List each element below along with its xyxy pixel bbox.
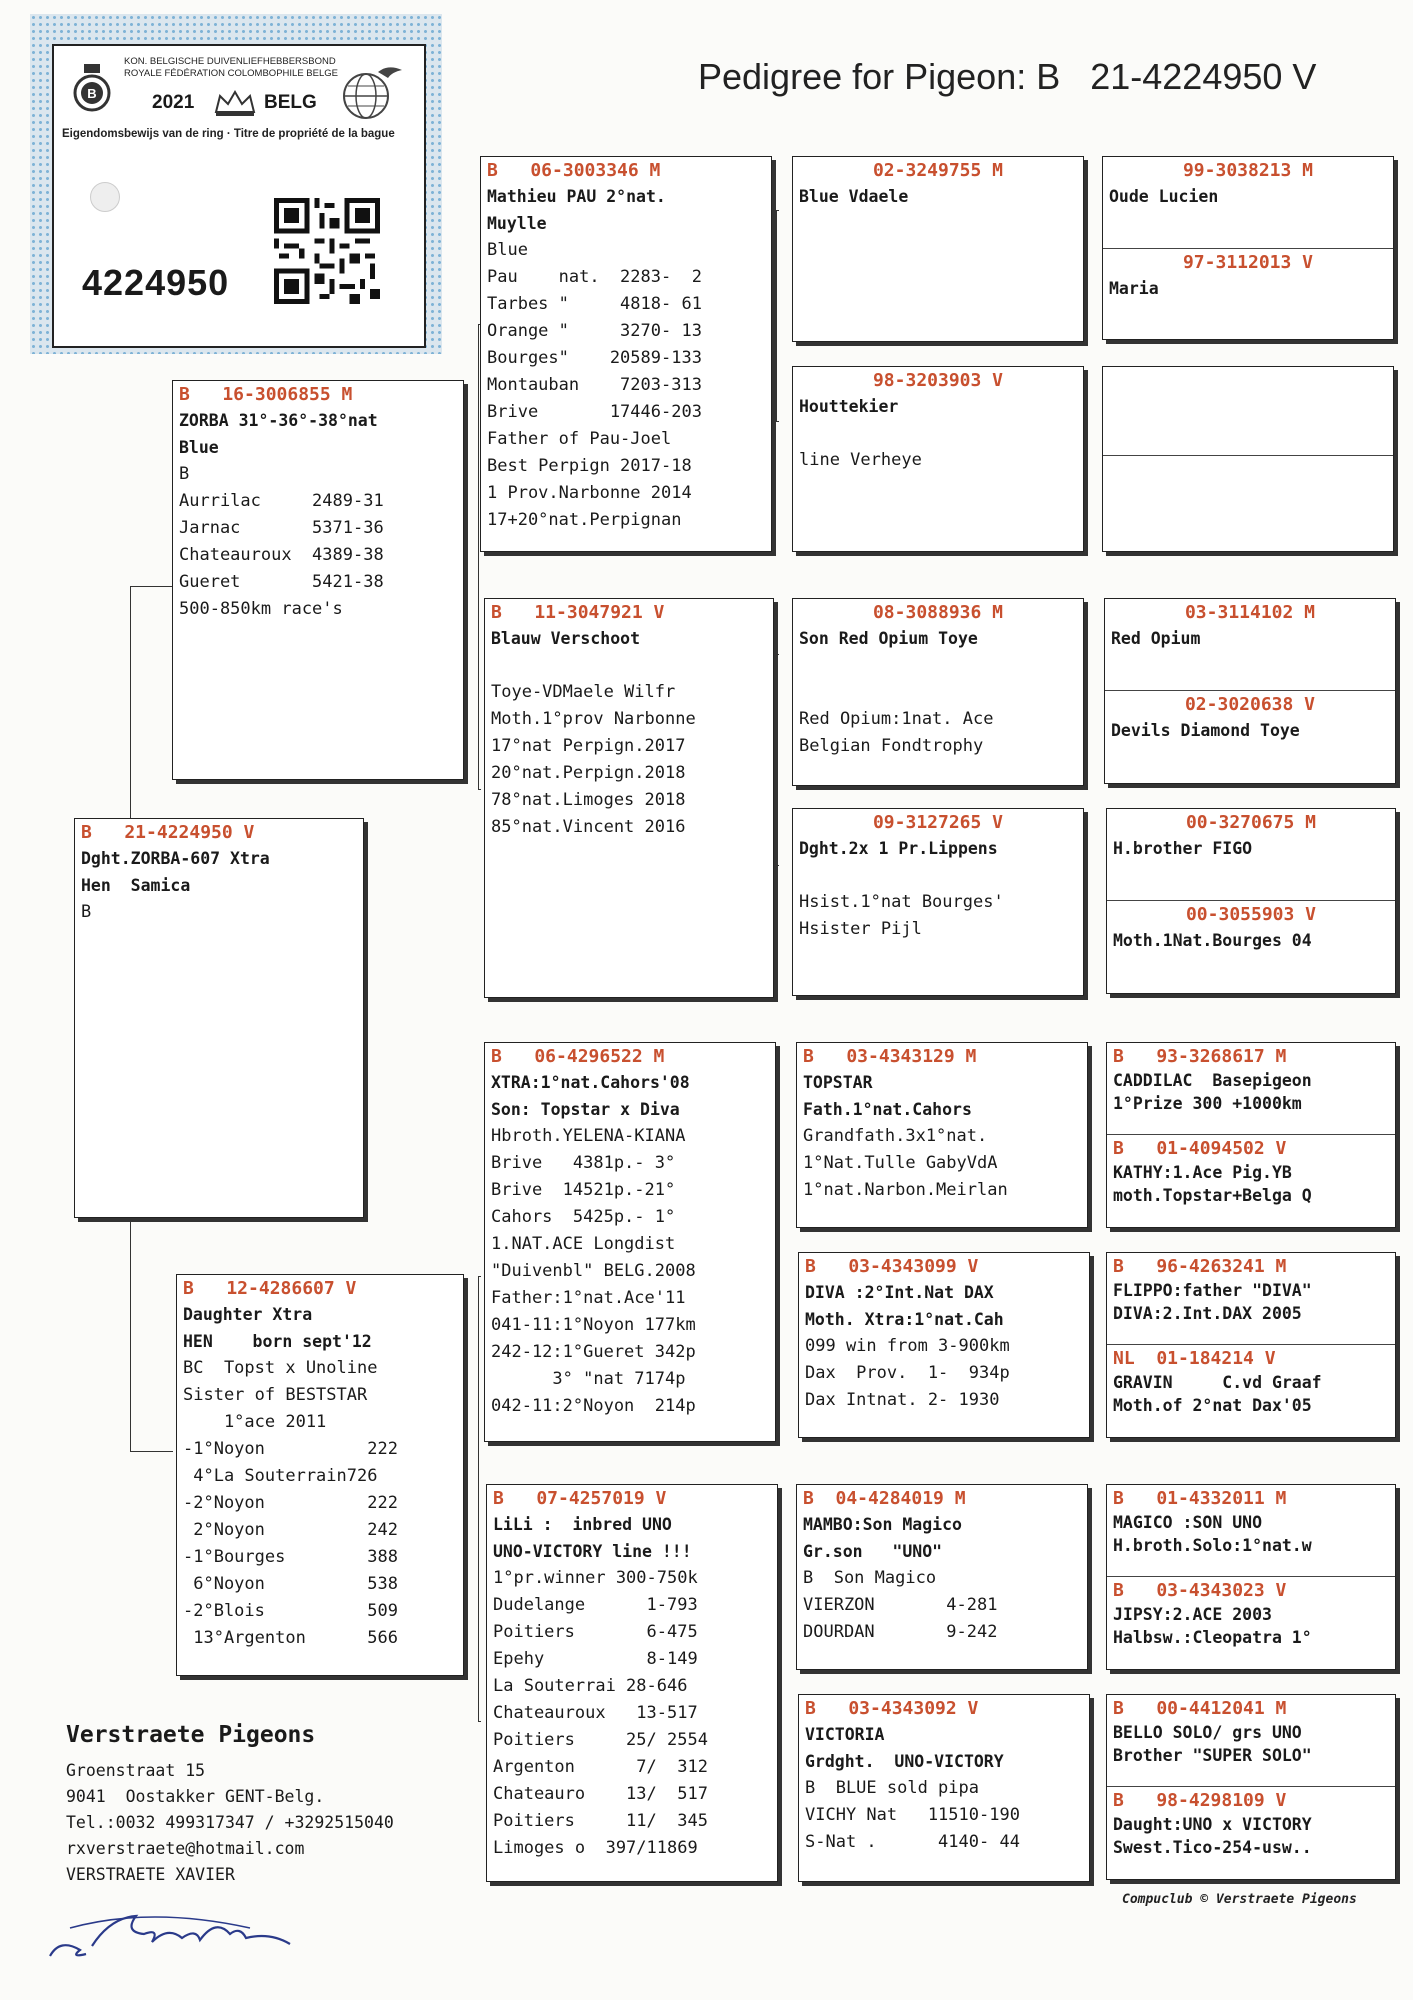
pigeon-detail: Blue: [179, 438, 219, 457]
ring-code: 97-3112013 V: [1182, 252, 1314, 273]
qr-code-icon: [274, 198, 380, 304]
ring-card-inner: [52, 44, 426, 348]
ggp-box-8: [798, 1694, 1090, 1882]
ring-code: 09-3127265 V: [872, 812, 1004, 833]
ring-code: 00-3270675 M: [1185, 812, 1317, 833]
race-result: 042-11:2°Noyon 214p: [491, 1396, 696, 1416]
race-result: Tarbes " 4818- 61: [487, 294, 702, 314]
breeder-email: rxverstraete@hotmail.com: [66, 1839, 305, 1858]
ring-code: B 16-3006855 M: [179, 384, 353, 405]
race-result: Chateauroux 4389-38: [179, 545, 384, 565]
breeder-city: 9041 Oostakker GENT-Belg.: [66, 1787, 325, 1806]
race-result: -2°Blois 509: [183, 1601, 398, 1621]
race-result: Bourges" 20589-133: [487, 348, 702, 368]
page-title: [698, 56, 1316, 98]
pigeon-name: CADDILAC Basepigeon: [1113, 1071, 1312, 1090]
pigeon-detail: Fath.1°nat.Cahors: [803, 1100, 972, 1119]
ring-code: B 04-4284019 M: [803, 1488, 966, 1509]
pigeon-detail: B: [179, 464, 190, 484]
ring-code: B 11-3047921 V: [491, 602, 665, 623]
gen5-box-8: [1106, 1694, 1396, 1880]
ring-code: NL 01-184214 V: [1113, 1348, 1276, 1369]
ggp-box-7: [796, 1484, 1088, 1670]
pigeon-detail: 1°pr.winner 300-750k: [493, 1568, 698, 1588]
race-result: -2°Noyon 222: [183, 1493, 398, 1513]
ring-number: 4224950: [82, 262, 230, 303]
pigeon-detail: Gr.son "UNO": [803, 1542, 943, 1561]
connector-ss: [776, 210, 779, 422]
signature-icon: [40, 1898, 300, 1970]
pigeon-detail: UNO-VICTORY line !!!: [493, 1542, 692, 1561]
ring-code: B 98-4298109 V: [1113, 1790, 1287, 1811]
pigeon-detail: Hsister Pijl: [799, 919, 922, 939]
pigeon-name: JIPSY:2.ACE 2003: [1113, 1605, 1272, 1624]
race-result: 6°Noyon 538: [183, 1574, 398, 1594]
race-result: VIERZON 4-281: [803, 1595, 998, 1615]
ring-code: 02-3020638 V: [1184, 694, 1316, 715]
crown-icon: [212, 88, 258, 118]
pigeon-name: Dght.2x 1 Pr.Lippens: [799, 839, 998, 858]
pigeon-name: FLIPPO:father "DIVA": [1113, 1281, 1312, 1300]
breeder-owner: VERSTRAETE XAVIER: [66, 1865, 235, 1884]
pigeon-detail: Blue: [487, 240, 528, 260]
pigeon-name: DIVA :2°Int.Nat DAX: [805, 1283, 994, 1302]
pigeon-detail: Moth. Xtra:1°nat.Cah: [805, 1310, 1004, 1329]
ggp-box-1: [792, 156, 1084, 342]
pigeon-detail: Sister of BESTSTAR: [183, 1385, 368, 1405]
race-result: -1°Bourges 388: [183, 1547, 398, 1567]
ring-code: 99-3038213 M: [1182, 160, 1314, 181]
pigeon-detail: 1°ace 2011: [183, 1412, 327, 1432]
pigeon-detail: B: [81, 902, 92, 922]
pigeon-detail: [793, 652, 1083, 679]
granddam-maternal-box: [486, 1484, 778, 1882]
ring-code: 03-3114102 M: [1184, 602, 1316, 623]
pigeon-detail: Moth.1°prov Narbonne: [491, 709, 696, 729]
ring-code: B 96-4263241 M: [1113, 1256, 1287, 1277]
pigeon-detail: Hen Samica: [81, 876, 191, 895]
race-result: 13°Argenton 566: [183, 1628, 398, 1648]
pigeon-detail: Halbsw.:Cleopatra 1°: [1113, 1628, 1312, 1647]
pigeon-detail: Swest.Tico-254-usw..: [1113, 1838, 1312, 1857]
race-result: Brive 14521p.-21°: [491, 1180, 676, 1200]
pigeon-name: GRAVIN C.vd Graaf: [1113, 1373, 1322, 1392]
grandsire-paternal-box: [480, 156, 772, 552]
ring-code: B 00-4412041 M: [1113, 1698, 1287, 1719]
pigeon-name: BELLO SOLO/ grs UNO: [1113, 1723, 1302, 1742]
pigeon-detail: H.broth.Solo:1°nat.w: [1113, 1536, 1312, 1555]
pigeon-name: Mathieu PAU 2°nat.: [487, 187, 666, 206]
pigeon-detail: 1°Prize 300 +1000km: [1113, 1094, 1302, 1113]
pigeon-name: Oude Lucien: [1109, 187, 1219, 206]
race-result: Dudelange 1-793: [493, 1595, 698, 1615]
race-result: 20°nat.Perpign.2018: [491, 763, 686, 783]
race-result: Aurrilac 2489-31: [179, 491, 384, 511]
ring-code: 08-3088936 M: [872, 602, 1004, 623]
footer-credit: Compuclub © Verstraete Pigeons: [1122, 1892, 1357, 1907]
breeder-address: Groenstraat 15: [66, 1761, 206, 1780]
pigeon-detail: 1 Prov.Narbonne 2014: [487, 483, 692, 503]
pigeon-detail: DIVA:2.Int.DAX 2005: [1113, 1304, 1302, 1323]
pigeon-name: Maria: [1109, 279, 1159, 298]
pigeon-name: Daught:UNO x VICTORY: [1113, 1815, 1312, 1834]
ring-code: B 03-4343129 M: [803, 1046, 977, 1067]
race-result: 242-12:1°Gueret 342p: [491, 1342, 696, 1362]
pigeon-detail: Muylle: [487, 214, 547, 233]
pigeon-name: Devils Diamond Toye: [1111, 721, 1300, 740]
breeder-phone: Tel.:0032 499317347 / +3292515040: [66, 1813, 394, 1832]
ring-country: BELG: [264, 92, 317, 113]
federation-name: KON. BELGISCHE DUIVENLIEFHEBBERSBOND ROYALE FÉDÉRATION COLOMBOPHILE BELGE: [124, 56, 338, 79]
ring-year: 2021: [152, 92, 195, 113]
connector-sd: [776, 654, 779, 866]
pigeon-detail: Father:1°nat.Ace'11: [491, 1288, 686, 1308]
pigeon-detail: Father of Pau-Joel: [487, 429, 672, 449]
ring-code: 02-3249755 M: [872, 160, 1004, 181]
pigeon-name: Blauw Verschoot: [491, 629, 641, 648]
pigeon-detail: BC Topst x Unoline: [183, 1358, 378, 1378]
pigeon-detail: [793, 420, 1083, 447]
pigeon-detail: 1.NAT.ACE Longdist: [491, 1234, 676, 1254]
pigeon-name: Dght.ZORBA-607 Xtra: [81, 849, 270, 868]
pigeon-name: Moth.1Nat.Bourges 04: [1113, 931, 1312, 950]
race-result: Epehy 8-149: [493, 1649, 698, 1669]
ring-card: [30, 14, 442, 354]
pigeon-name: Son Red Opium Toye: [799, 629, 978, 648]
pigeon-detail: Brother "SUPER SOLO": [1113, 1746, 1312, 1765]
pigeon-detail: B BLUE sold pipa: [805, 1778, 979, 1798]
race-result: La Souterrai 28-646: [493, 1676, 688, 1696]
pigeon-detail: 1°nat.Narbon.Meirlan: [803, 1180, 1008, 1200]
ownership-text: Eigendomsbewijs van de ring · Titre de propriété de la bague: [62, 128, 395, 140]
race-result: 78°nat.Limoges 2018: [491, 790, 686, 810]
race-result: Jarnac 5371-36: [179, 518, 384, 538]
pigeon-detail: [793, 862, 1083, 889]
pigeon-name: MAMBO:Son Magico: [803, 1515, 962, 1534]
dam-box: [176, 1274, 464, 1676]
pigeon-name: Blue Vdaele: [799, 187, 909, 206]
pigeon-name: KATHY:1.Ace Pig.YB: [1113, 1163, 1292, 1182]
gen5-box-6: [1106, 1252, 1396, 1438]
race-result: Dax Prov. 1- 934p: [805, 1363, 1010, 1383]
pigeon-detail: Best Perpign 2017-18: [487, 456, 692, 476]
pigeon-detail: 500-850km race's: [179, 599, 343, 619]
gen5-box-2: [1102, 366, 1394, 552]
gen5-box-1: [1102, 156, 1394, 340]
pigeon-detail: Grandfath.3x1°nat.: [803, 1126, 988, 1146]
svg-text:B: B: [87, 86, 97, 101]
subject-pigeon-box: [74, 818, 364, 1218]
ring-code: B 01-4332011 M: [1113, 1488, 1287, 1509]
pigeon-detail: line Verheye: [799, 450, 922, 470]
granddam-paternal-box: [484, 598, 774, 998]
race-result: Poitiers 11/ 345: [493, 1811, 708, 1831]
gen5-box-4: [1106, 808, 1396, 994]
title-code: 21-4224950 V: [1090, 56, 1317, 97]
race-result: Brive 17446-203: [487, 402, 702, 422]
pigeon-detail: Red Opium:1nat. Ace: [799, 709, 994, 729]
pigeon-name: LiLi : inbred UNO: [493, 1515, 672, 1534]
race-result: Argenton 7/ 312: [493, 1757, 708, 1777]
race-result: Montauban 7203-313: [487, 375, 702, 395]
pigeon-name: Houttekier: [799, 397, 899, 416]
pigeon-detail: 099 win from 3-900km: [805, 1336, 1010, 1356]
pigeon-detail: "Duivenbl" BELG.2008: [491, 1261, 696, 1281]
ring-code: B 01-4094502 V: [1113, 1138, 1287, 1159]
fci-globe-icon: [332, 62, 406, 122]
ggp-box-4: [792, 808, 1084, 996]
pigeon-name: TOPSTAR: [803, 1073, 873, 1092]
pigeon-detail: moth.Topstar+Belga Q: [1113, 1186, 1312, 1205]
race-result: 2°Noyon 242: [183, 1520, 398, 1540]
pigeon-detail: Grdght. UNO-VICTORY: [805, 1752, 1004, 1771]
race-result: Cahors 5425p.- 1°: [491, 1207, 676, 1227]
race-result: Poitiers 6-475: [493, 1622, 698, 1642]
pigeon-detail: Toye-VDMaele Wilfr: [491, 682, 676, 702]
pigeon-detail: Belgian Fondtrophy: [799, 736, 984, 756]
ring-code: B 12-4286607 V: [183, 1278, 357, 1299]
race-result: -1°Noyon 222: [183, 1439, 398, 1459]
pigeon-detail: [485, 652, 773, 679]
ggp-box-6: [798, 1252, 1090, 1438]
pigeon-detail: 1°Nat.Tulle GabyVdA: [803, 1153, 998, 1173]
connector-ds: [776, 1092, 779, 1302]
ggp-box-2: [792, 366, 1084, 552]
gen5-box-5: [1106, 1042, 1396, 1228]
pigeon-detail: Hsist.1°nat Bourges': [799, 892, 1004, 912]
race-result: 17°nat Perpign.2017: [491, 736, 686, 756]
pigeon-detail: B Son Magico: [803, 1568, 937, 1588]
pigeon-name: VICTORIA: [805, 1725, 885, 1744]
pigeon-name: Red Opium: [1111, 629, 1201, 648]
ring-code: B 03-4343023 V: [1113, 1580, 1287, 1601]
race-result: Pau nat. 2283- 2: [487, 267, 702, 287]
race-result: 4°La Souterrain726: [183, 1466, 378, 1486]
ring-code: B 93-3268617 M: [1113, 1046, 1287, 1067]
title-label: Pedigree for Pigeon: B: [698, 56, 1061, 97]
pigeon-detail: 17+20°nat.Perpignan: [487, 510, 682, 530]
race-result: Dax Intnat. 2- 1930: [805, 1390, 1000, 1410]
race-result: DOURDAN 9-242: [803, 1622, 998, 1642]
pigeon-detail: [793, 679, 1083, 706]
race-result: Orange " 3270- 13: [487, 321, 702, 341]
race-result: Gueret 5421-38: [179, 572, 384, 592]
pigeon-detail: Son: Topstar x Diva: [491, 1100, 680, 1119]
ring-code: B 03-4343099 V: [805, 1256, 979, 1277]
race-result: Brive 4381p.- 3°: [491, 1153, 676, 1173]
ring-code: B 21-4224950 V: [81, 822, 255, 843]
race-result: Poitiers 25/ 2554: [493, 1730, 708, 1750]
ggp-box-3: [792, 598, 1084, 786]
pigeon-detail: Hbroth.YELENA-KIANA: [491, 1126, 686, 1146]
sire-box: [172, 380, 464, 780]
breeder-info: [66, 1722, 394, 1888]
ring-code: B 03-4343092 V: [805, 1698, 979, 1719]
federation-logo-icon: [72, 62, 112, 114]
race-result: Chateauro 13/ 517: [493, 1784, 708, 1804]
pigeon-detail: Moth.of 2°nat Dax'05: [1113, 1396, 1312, 1415]
ring-code: 98-3203903 V: [872, 370, 1004, 391]
race-result: Limoges o 397/11869: [493, 1838, 698, 1858]
ring-code: 00-3055903 V: [1185, 904, 1317, 925]
grandsire-maternal-box: [484, 1042, 776, 1442]
race-result: Chateauroux 13-517: [493, 1703, 698, 1723]
race-result: VICHY Nat 11510-190: [805, 1805, 1020, 1825]
race-result: 85°nat.Vincent 2016: [491, 817, 686, 837]
ring-code: B 06-4296522 M: [491, 1046, 665, 1067]
gen5-box-3: [1104, 598, 1396, 784]
ggp-box-5: [796, 1042, 1088, 1228]
race-result: 041-11:1°Noyon 177km: [491, 1315, 696, 1335]
pigeon-name: MAGICO :SON UNO: [1113, 1513, 1263, 1532]
ring-code: B 07-4257019 V: [493, 1488, 667, 1509]
race-result: 3° "nat 7174p: [491, 1369, 686, 1389]
pigeon-name: XTRA:1°nat.Cahors'08: [491, 1073, 690, 1092]
gen5-box-7: [1106, 1484, 1396, 1670]
pigeon-name: ZORBA 31°-36°-38°nat: [179, 411, 378, 430]
pigeon-name: H.brother FIGO: [1113, 839, 1253, 858]
connector-dam: [478, 1276, 481, 1722]
race-result: S-Nat . 4140- 44: [805, 1832, 1020, 1852]
pigeon-name: Daughter Xtra: [183, 1305, 313, 1324]
punch-hole: [90, 182, 120, 212]
ring-code: B 06-3003346 M: [487, 160, 661, 181]
pigeon-detail: HEN born sept'12: [183, 1332, 372, 1351]
breeder-name: Verstraete Pigeons: [66, 1722, 316, 1748]
